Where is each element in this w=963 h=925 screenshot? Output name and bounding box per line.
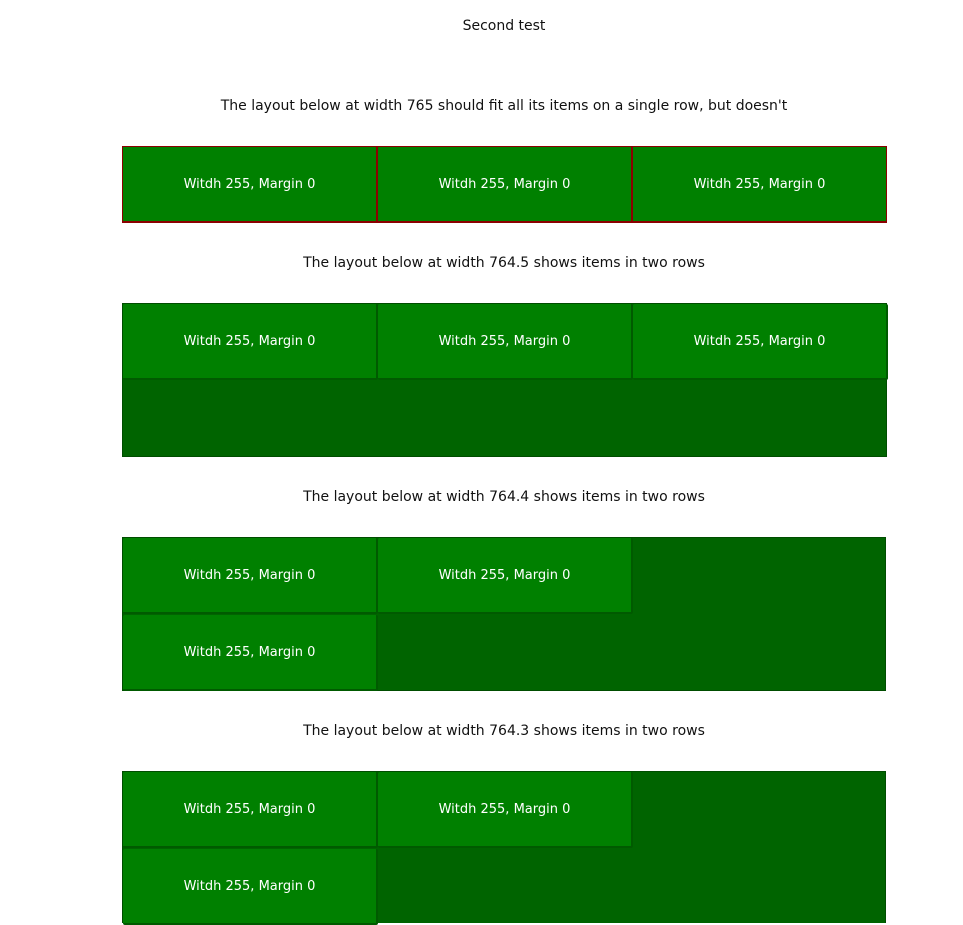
test-3-layout bbox=[122, 537, 886, 691]
test-4-caption: The layout below at width 764.3 shows items in two rows bbox=[303, 723, 705, 739]
test-1-caption: The layout below at width 765 should fit all its items on a single row, but doesn't bbox=[220, 98, 788, 114]
test-2-item-2: Witdh 255, Margin 0 bbox=[378, 304, 633, 380]
test-1-item-1: Witdh 255, Margin 0 bbox=[123, 147, 376, 221]
test-2-caption: The layout below at width 764.5 shows items in two rows bbox=[303, 255, 705, 271]
test-4-item-2: Witdh 255, Margin 0 bbox=[378, 772, 633, 848]
test-2-item-1: Witdh 255, Margin 0 bbox=[123, 304, 378, 380]
test-3-item-3: Witdh 255, Margin 0 bbox=[123, 615, 378, 691]
test-4-item-1: Witdh 255, Margin 0 bbox=[123, 772, 378, 848]
test-1-item-2: Witdh 255, Margin 0 bbox=[378, 147, 631, 221]
test-3-item-1: Witdh 255, Margin 0 bbox=[123, 538, 378, 614]
test-4-item-3: Witdh 255, Margin 0 bbox=[123, 849, 378, 925]
test-3-caption: The layout below at width 764.4 shows items in two rows bbox=[303, 489, 705, 505]
page-title: Second test bbox=[462, 18, 546, 34]
test-2-layout bbox=[122, 303, 887, 457]
test-2-item-3: Witdh 255, Margin 0 bbox=[633, 304, 888, 380]
test-4-layout bbox=[122, 771, 886, 923]
test-3-item-2: Witdh 255, Margin 0 bbox=[378, 538, 633, 614]
test-1-item-3: Witdh 255, Margin 0 bbox=[633, 147, 886, 221]
test-1-layout bbox=[122, 146, 887, 223]
